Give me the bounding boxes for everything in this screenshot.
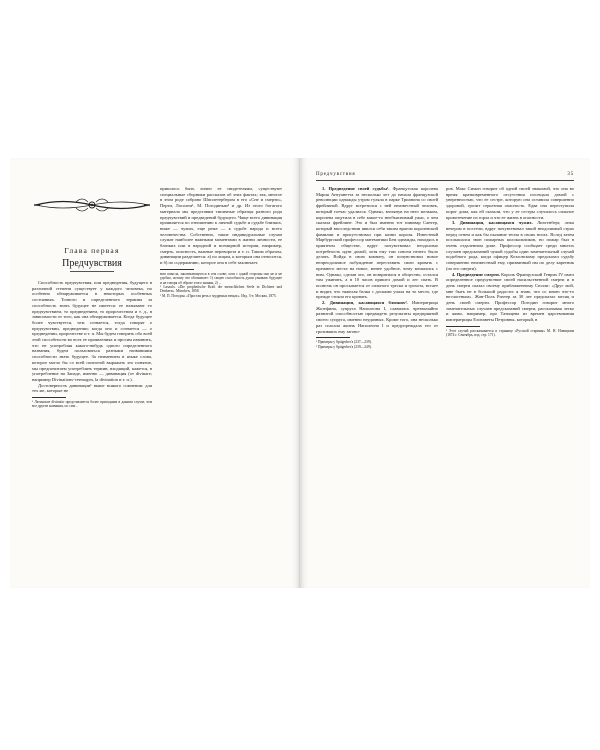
footnote: ¹ Этот случай рассказывается в странице «Русской старины» М. Н. Новицким (1874 г. Сентябрь, изд. стр. 171).	[446, 328, 574, 338]
paragraph: Способность предчувствия, или предведения, будущего в различной степени существует у каждого человека, но особенно обнаруживается в некоторых особенных состояниях. Точного и определенного термина за способность знать будущее не имеется: ее называют то предчувствием, то предведением, то пророчеством и т. д., в зависимости от того, как она обнаруживается. Когда будущее более чувствуется, чем сознается, тогда говорят о предчувствии, предведении; когда оно и сознается — о предведении, пророчестве и т. п. Мы будем говорить обо всей этой способности во всех ее проявлениях и просим извинить, что не употребляя какого-нибудь одного определенного названия, будем пользоваться разными названиями способности знать будущее. За неимением в языке слова, которое могло бы со всей полнотой выражать это понятие, мы предпочитаем употреблять термин, входящий, кажется, в употребление на Западе, именно — дивинация (от divinare; например Divinations-vermogen, la divination и т. п.).	[32, 280, 152, 382]
right-page	[300, 158, 590, 588]
section-heading: 4. Предведение смерти.	[452, 271, 500, 277]
left-page-column-2	[160, 186, 282, 580]
paragraph: Лихтенберг, лежа вечером в постели, вдруг почувствовал такой неодолимый страх перед огнем и как бы пылание тепла в своих ногах. Вслед затем послышался звон пожарных колокольчиков, но пожар был в очень отдаленном доме. Профессор сообщает среди многих случаев предсказаний чужой судьбы один замечательный случай подобного рода, когда офицер Козловскому предсказал судьбу совершенно неизвестный ему, призванный им по делу каретник (по его смерти).	[446, 220, 574, 271]
right-page-column-2	[446, 186, 574, 580]
left-page	[10, 158, 300, 588]
paragraph: Французская королева Мария Антуанетта за несколько лет до начала французской революции однажды утром гуляла в парке Трианона со своей фрейлиной. Вдруг встретился с ней неизвестный человек, который тотчас удалился. Однако, взглянув на него мельком, королева ощутила в себе какое-то необъяснимый ужас, о чем сказала фрейлине. Это и был именно тот пивовар Сантер, который впоследствии явился себя таким врагом королевской фамилии и присутствовал при казни короля. Известный Марбургский профессор математики Бем однажды, находясь в приятном обществе, вдруг почувствовал неодолимо потребность идти домой, хотя ему там совсем нечего было делать. Войдя в свою комнату, он почувствовал новое непреодолимое побуждение переставить свою кровать с прежнего места на новое, менее удобное, чему мешались с ним. Однако, сделав это, он возвратился в общество, остался там ужинать, а в 10 часов пришел домой и лег спать. В полночь он просыпается от сильного треска и грохота, встает и видит, что тяжелая балка с досками упала на то место, где прежде стояла его кровать.	[316, 186, 439, 300]
running-head-title: Предчувствия	[316, 172, 356, 177]
paragraph: ров. Макс Симон говорит об одной своей знакомой, что она во время кратковременного отсутствия посещала домой с уверенностью, что ее сестре, которую она оставила совершенно здоровой, грозит серьезная опасность. Едва она переступила порог дома, как ей сказали, что у ее сестры случилось сильное кровотечение из горла и что ее жизнь в опасности.	[446, 186, 574, 220]
footnote: вом смысла, заключающегося в сем слове; хотя с одной стороны оно не и не удобно, потому что обозначает: 1) самую способность души узнавать будущее и не говоря об образе этого знания, 2) ...	[160, 271, 282, 285]
footnote: ² М. П. Погодин. «Простая речь о мудреных вещах». Изд. 3-е, Москва, 1875.	[160, 293, 277, 298]
section-heading: 1. Предведение своей судьбы¹.	[322, 186, 390, 191]
left-page-column-1	[32, 280, 152, 580]
title-divider	[70, 271, 114, 272]
footnote: ¹ Lasaulx. «Die prophetische Kraft der menschlichen Seele in Dichtern und Denkern». München, 1858.	[160, 285, 282, 294]
right-page-column-1	[316, 186, 438, 580]
paragraph: пришлось быть лично ее свидетелями, существуют специальные сборники рассказов об этих фактах; так, многое в этом роде собрано Шпплетербером в его «Сне и смерти», Перти, Ласолем¹, М. Погодиным² и др. Из этого богатого материала мы представим типичные образцы разного рода предчувствий и предведений будущего. Чаще всего дивинация проявляется по отношению к личной судьбе и судьбе близких, ниже — чужих, еще реже — к судьбе народа и всего человечества. Собственно, такие индивидуальные случаи служат наиболее важными моментами в жизни личности, ее близких или в народной и всемирной истории, например, смерть, опасность, важные переворота и т. п. Таким образом, дивинации разделяется: а) по лицам, к которым она относится, и б) по содержанию, которое она в себе заключает.	[160, 186, 283, 266]
section-heading: 2. Дивинация, касающаяся близких².	[322, 300, 408, 306]
section-heading: 3. Дивинация, касающаяся чужих.	[452, 220, 533, 226]
footnote-rule	[160, 269, 194, 270]
footnote: ¹ Примеры у Spitgerber'a (237—239).	[316, 340, 372, 345]
paragraph: Достоверность дивинации¹ выше всякого сомнения: для тех же, которые не	[32, 382, 152, 394]
chapter-ornament-icon	[32, 194, 152, 216]
paragraph: Императрица Жозефина, супруга Наполеона I, славилась чрезвычайно развитой способностью предвидеть результаты предприятий своего супруга, именно неудачных. Кроме того, она несколько раз спасала жизнь Наполеона I и предупреждала его от грозивших ему загово-	[316, 300, 438, 334]
running-head-rule	[316, 180, 574, 181]
running-head	[316, 172, 574, 177]
footnote: ² Примеры у Spitgerber'a (239—249).	[316, 344, 372, 349]
book-spread	[10, 158, 590, 588]
footnote-rule	[446, 326, 480, 327]
chapter-label: Глава первая	[64, 246, 120, 255]
page-number: 35	[567, 172, 574, 177]
chapter-title: Предчувствия	[62, 258, 122, 269]
footnote-rule	[32, 397, 66, 398]
paragraph: Король Французский Генрих IV имел определенное предчувствие своей насильственной смерти и в день смерти сказал своему приближенному Сюлли: «Друг мой, мне быть не в большой радости: я знаю, что со мною что-то несчастным». Жан-Поль Рихтер за 30 лет предсказал месяц и день своей смерти. Профессор Погодин говорит много замечательных случаев предсказаний смерти, рассказывая легко и живо, например, про Татищева из времен царствования императрицы Елизаветы Петровны, который, в	[446, 271, 574, 323]
footnote-rule	[316, 337, 350, 338]
footnote: ¹ Латинское divinatio представляется более пригодным в данном случае, чем все другие названия, по сим...	[32, 400, 152, 409]
